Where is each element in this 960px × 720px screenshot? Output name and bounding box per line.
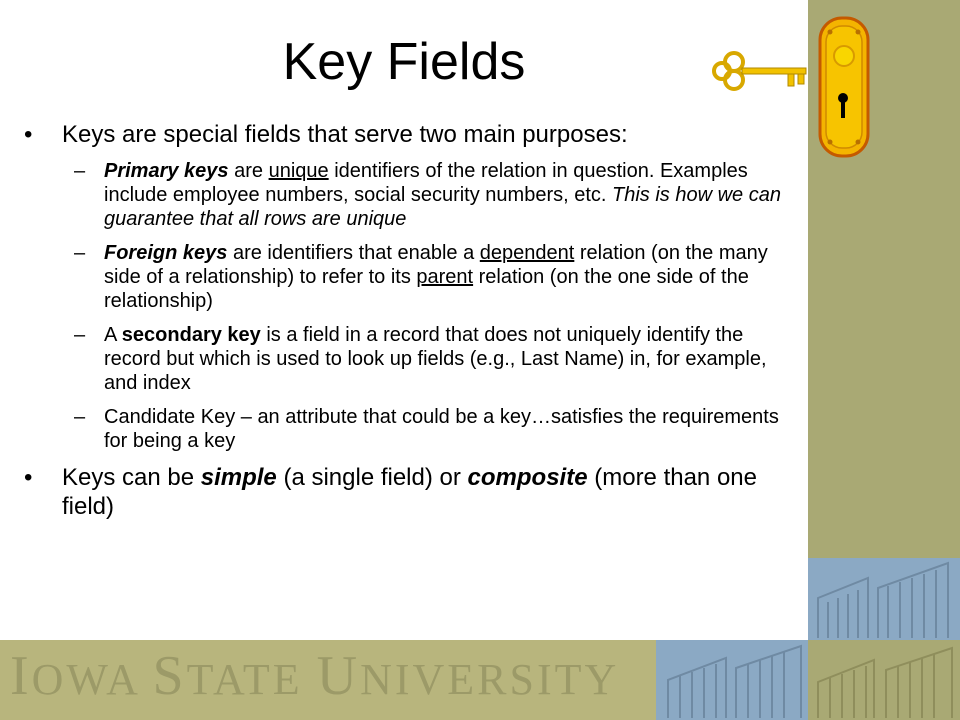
bullet-mark: • bbox=[24, 464, 33, 491]
wordmark-part: I bbox=[10, 645, 32, 707]
slide-title: Key Fields bbox=[282, 33, 526, 91]
sub-bullet-mark: – bbox=[74, 242, 86, 264]
sub-bullet-mark: – bbox=[74, 406, 86, 428]
slide-body bbox=[24, 120, 784, 531]
bullet-mark: • bbox=[24, 121, 33, 148]
text-run: relation (on the many side of a relationship) to refer to its bbox=[104, 242, 768, 288]
building-tile-left bbox=[656, 640, 808, 720]
text-run: (more than one field) bbox=[62, 464, 757, 520]
keyhole-plate-icon bbox=[820, 18, 868, 156]
term-composite: composite bbox=[467, 464, 588, 491]
sub-bullet-mark: – bbox=[74, 324, 86, 346]
wordmark-part: TATE bbox=[186, 655, 317, 704]
wordmark-part: S bbox=[152, 645, 187, 707]
text-run: Candidate Key – an attribute that could be a key…satisfies the requirements for being a key bbox=[104, 406, 779, 452]
term-simple: simple bbox=[200, 464, 277, 491]
underlined-word: dependent bbox=[479, 242, 575, 264]
sub-bullet-list bbox=[24, 159, 784, 453]
text-run: relation (on the one side of the relationship) bbox=[104, 266, 749, 312]
university-wordmark bbox=[10, 644, 619, 708]
text-run: A bbox=[104, 324, 122, 346]
term-secondary-key: secondary key bbox=[121, 324, 261, 346]
underlined-word: parent bbox=[416, 266, 474, 288]
sub-bullet-foreign-keys bbox=[24, 241, 784, 313]
wordmark-part: OWA bbox=[31, 655, 153, 704]
sub-bullet-mark: – bbox=[74, 160, 86, 182]
text-run: Keys can be bbox=[62, 464, 201, 491]
sub-bullet-primary-keys bbox=[24, 159, 784, 231]
building-tile-top bbox=[808, 558, 960, 640]
wordmark-part: U bbox=[316, 645, 361, 707]
term-primary-keys: Primary keys bbox=[104, 160, 229, 182]
wordmark-part: NIVERSITY bbox=[360, 655, 620, 704]
text-run: identifiers of the relation in question. Examples include employee numbers, social security numbers, etc. bbox=[104, 160, 748, 206]
text-run: (a single field) or bbox=[276, 464, 468, 491]
sub-bullet-candidate-key bbox=[24, 405, 784, 453]
bullet-text: Keys are special fields that serve two main purposes: bbox=[62, 121, 628, 148]
italic-note: This is how we can guarantee that all rows are unique bbox=[104, 184, 781, 230]
bullet-item bbox=[24, 463, 784, 521]
term-foreign-keys: Foreign keys bbox=[104, 242, 228, 264]
sub-bullet-secondary-key bbox=[24, 323, 784, 395]
bullet-item bbox=[24, 120, 784, 149]
building-tile-right bbox=[808, 640, 960, 720]
underlined-word: unique bbox=[268, 160, 329, 182]
text-run: are identifiers that enable a bbox=[227, 242, 480, 264]
text-run: are bbox=[228, 160, 269, 182]
text-run: is a field in a record that does not uniquely identify the record but which is used to look up fields (e.g., Last Name) in, for example, and index bbox=[104, 324, 767, 394]
